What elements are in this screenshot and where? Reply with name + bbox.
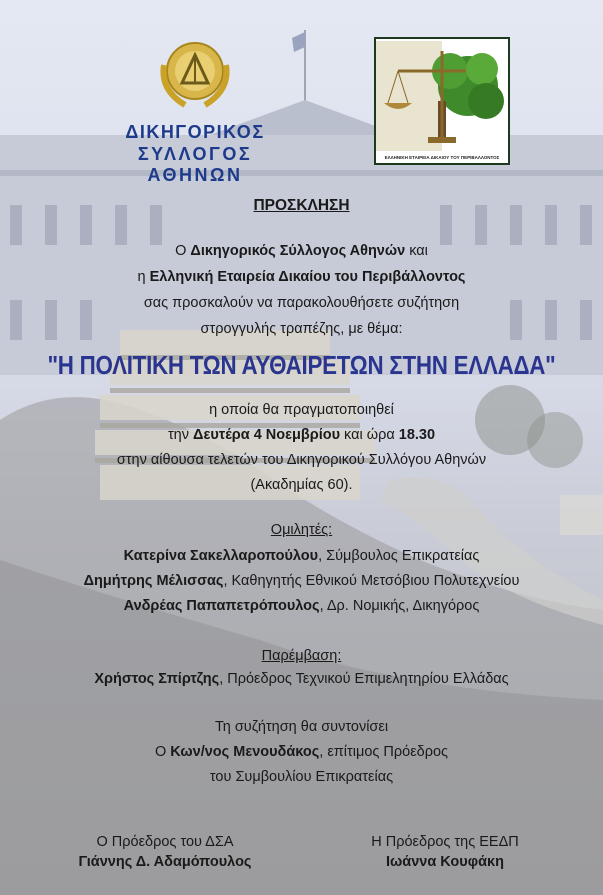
intervention-heading: Παρέμβαση:: [261, 648, 342, 664]
date-line-2: την Δευτέρα 4 Νοεμβρίου και ώρα 18.30: [167, 427, 436, 443]
intro-line-3: σας προσκαλούν να παρακολουθήσετε συζήτηση: [143, 295, 460, 311]
moderator-line-2: Ο Κων/νος Μενουδάκος, επίτιμος Πρόεδρος: [154, 744, 449, 760]
signature-left-name: Γιάννης Δ. Αδαμόπουλος: [78, 854, 252, 870]
signature-right-name: Ιωάννα Κουφάκη: [386, 854, 504, 870]
speaker-1: Κατερίνα Σακελλαροπούλου, Σύμβουλος Επικρατείας: [123, 548, 480, 564]
event-title: "Η ΠΟΛΙΤΙΚΗ ΤΩΝ ΑΥΘΑΙΡΕΤΩΝ ΣΤΗΝ ΕΛΛΑΔΑ": [47, 350, 556, 380]
intro-line-2: η Ελληνική Εταιρεία Δικαίου του Περιβάλλοντος: [137, 269, 466, 285]
signature-right-title: Η Πρόεδρος της ΕΕΔΠ: [371, 834, 519, 850]
org1-line2: ΣΥΛΛΟΓΟΣ ΑΘΗΝΩΝ: [137, 144, 253, 185]
org2-caption: ΕΛΛΗΝΙΚΗ ΕΤΑΙΡΕΙΑ ΔΙΚΑΙΟΥ ΤΟΥ ΠΕΡΙΒΑΛΛΟΝΤΟΣ: [384, 155, 500, 160]
venue-line: στην αίθουσα τελετών του Δικηγορικού Συλλόγου Αθηνών: [116, 452, 487, 468]
invitation-heading: ΠΡΟΣΚΛΗΣΗ: [253, 197, 350, 214]
speaker-3: Ανδρέας Παπαπετρόπουλος, Δρ. Νομικής, Δικηγόρος: [123, 598, 480, 614]
date-line-1: η οποία θα πραγματοποιηθεί: [209, 402, 394, 418]
signature-left-title: Ο Πρόεδρος του ΔΣΑ: [96, 834, 234, 850]
speaker-2: Δημήτρης Μέλισσας, Καθηγητής Εθνικού Μετσόβιου Πολυτεχνείου: [83, 573, 520, 589]
intervention-speaker: Χρήστος Σπίρτζης, Πρόεδρος Τεχνικού Επιμελητηρίου Ελλάδας: [94, 671, 509, 687]
address-line: (Ακαδημίας 60).: [250, 477, 353, 493]
intro-line-1: Ο Δικηγορικός Σύλλογος Αθηνών και: [175, 243, 428, 259]
scales-tree-icon: [376, 41, 508, 151]
moderator-line-3: του Συμβουλίου Επικρατείας: [209, 769, 394, 785]
org1-line1: ΔΙΚΗΓΟΡΙΚΟΣ: [125, 122, 265, 142]
laurel-emblem-icon: [150, 35, 240, 115]
eedp-logo: [374, 37, 510, 165]
intro-line-4: στρογγυλής τραπέζης, με θέμα:: [200, 321, 403, 337]
moderator-line-1: Τη συζήτηση θα συντονίσει: [214, 719, 389, 735]
speakers-heading: Ομιλητές:: [270, 522, 333, 538]
